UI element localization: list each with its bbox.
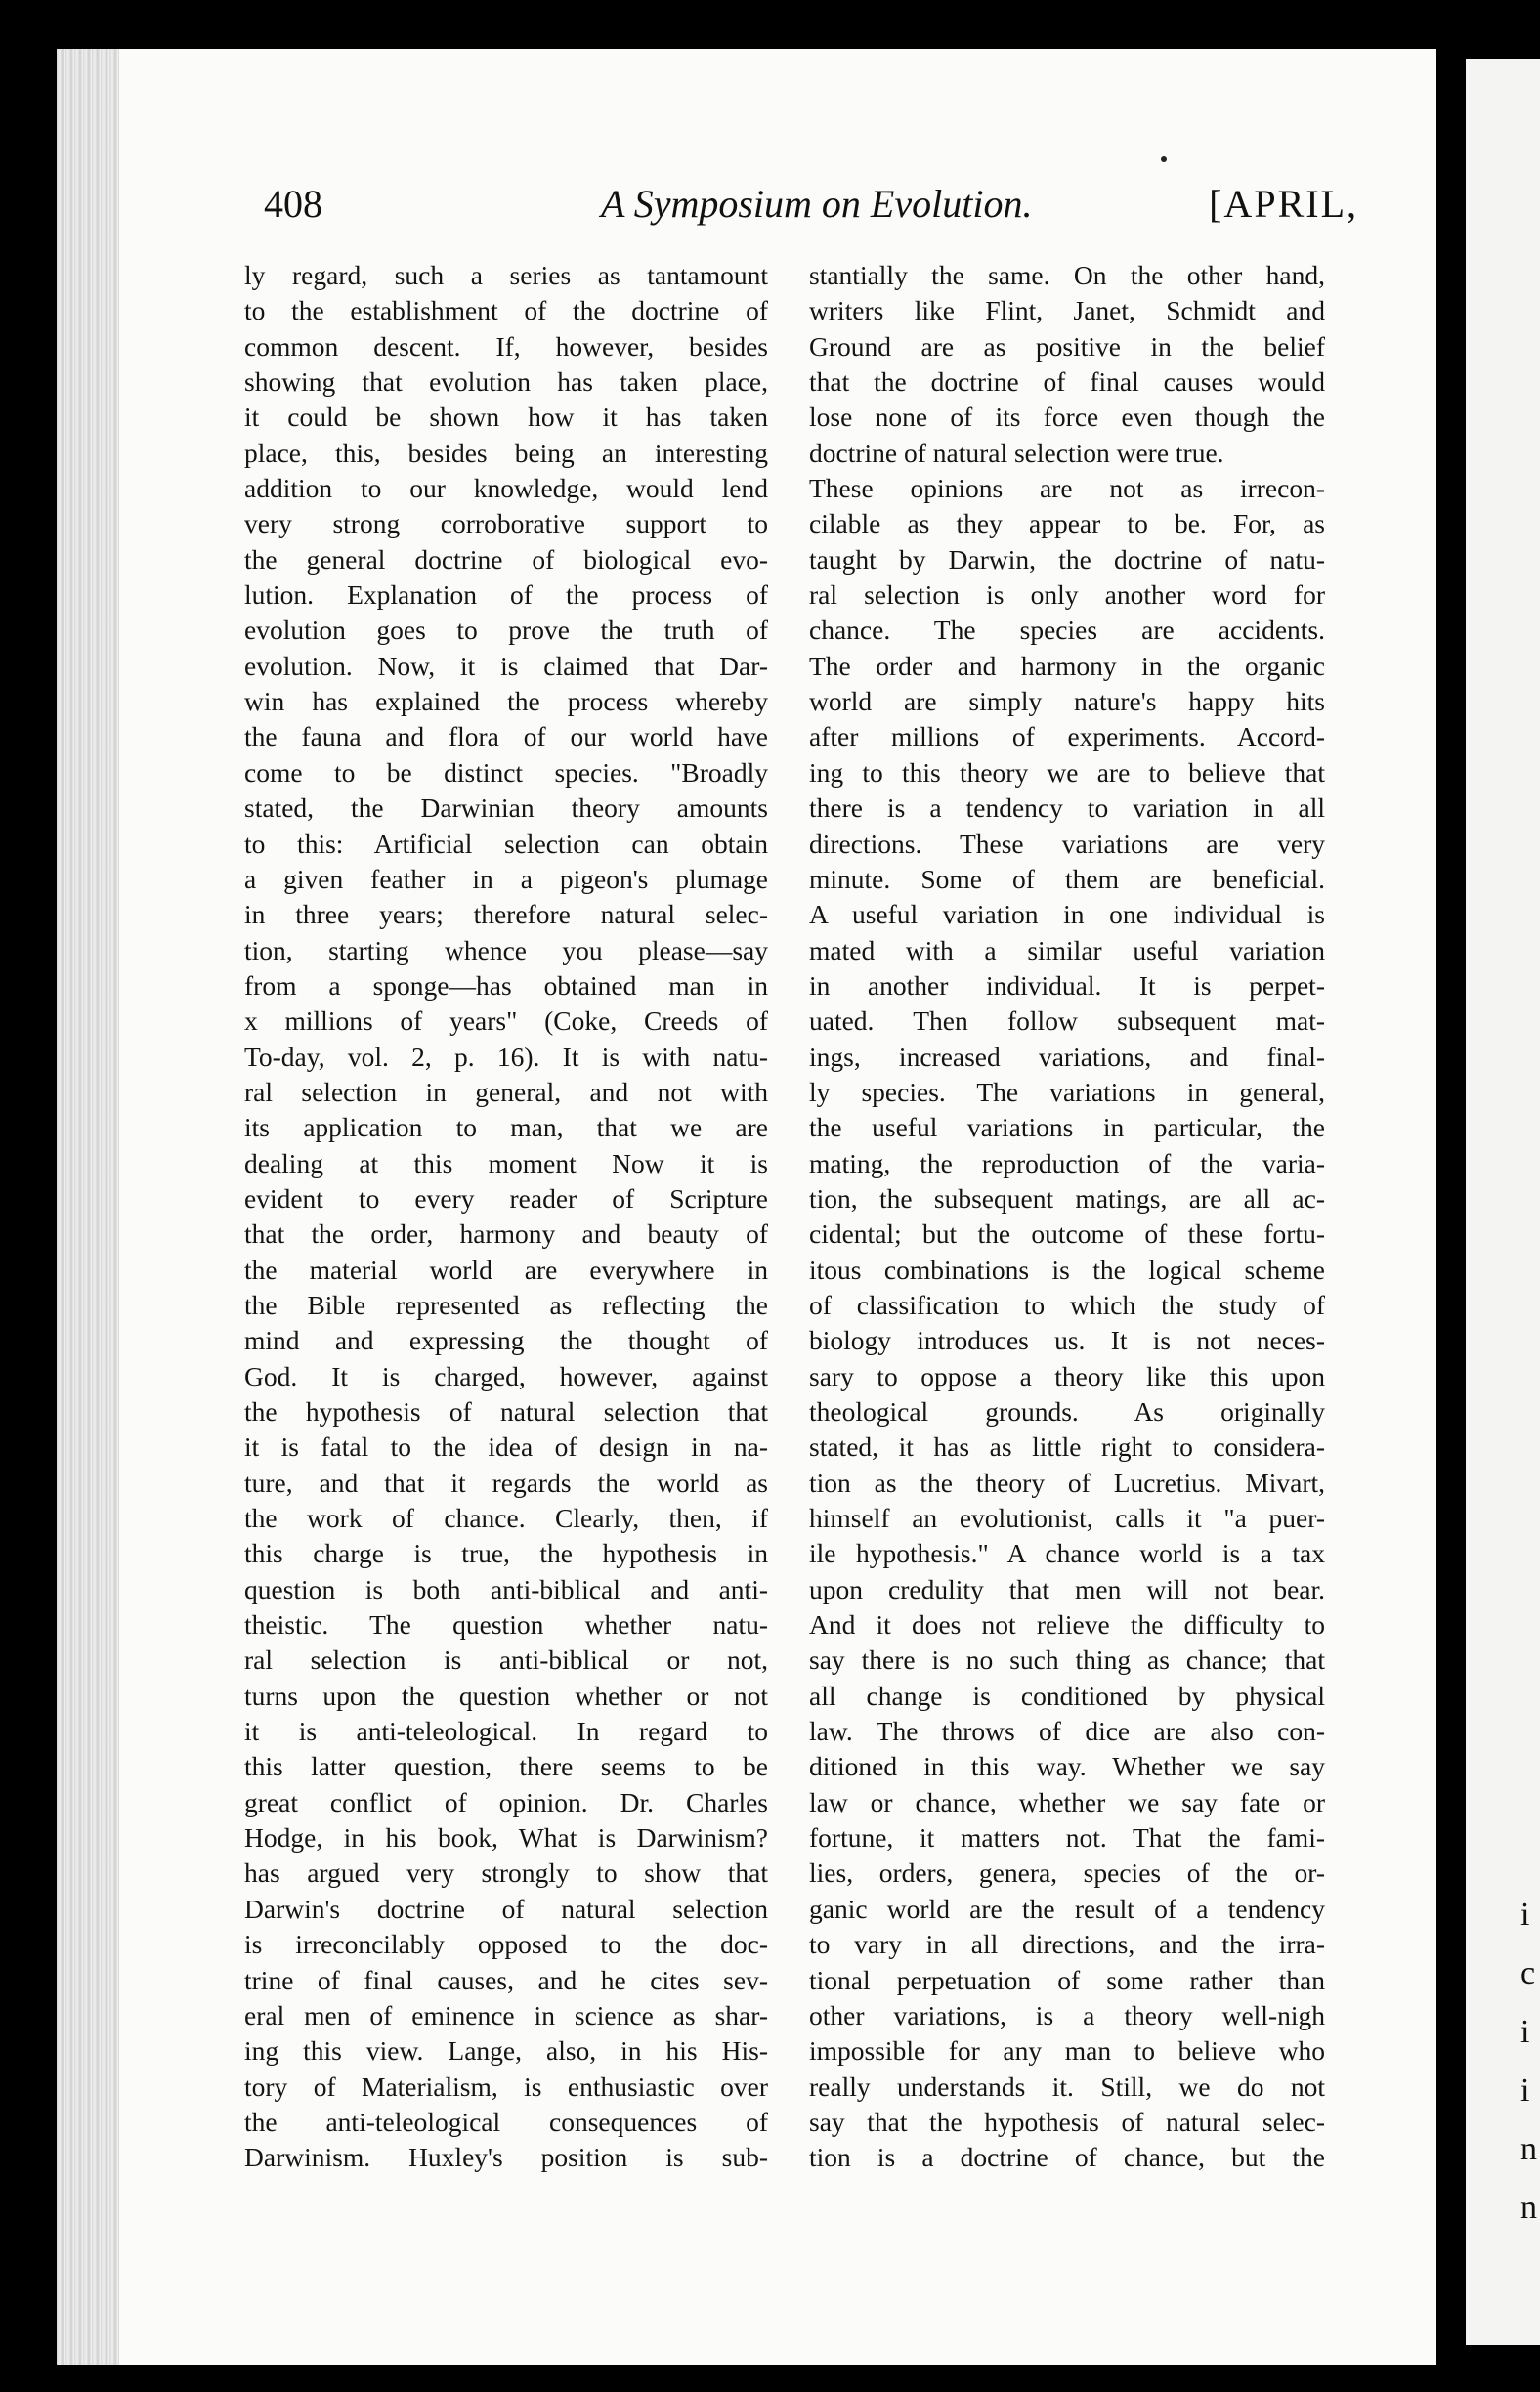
- text-line: very strong corroborative support to: [244, 508, 768, 539]
- text-line: other variations, is a theory well-nigh: [809, 1999, 1325, 2030]
- text-line: place, this, besides being an interesting: [244, 437, 768, 468]
- text-line: that the order, harmony and beauty of: [244, 1218, 768, 1250]
- text-line: tion as the theory of Lucretius. Mivart,: [809, 1467, 1325, 1498]
- text-line: the work of chance. Clearly, then, if: [244, 1503, 768, 1534]
- text-line: say that the hypothesis of natural selec-: [809, 2106, 1325, 2137]
- text-line: world are simply nature's happy hits: [809, 686, 1325, 717]
- text-line: great conflict of opinion. Dr. Charles: [244, 1786, 768, 1817]
- text-line: evident to every reader of Scripture: [244, 1182, 768, 1214]
- text-line: cidental; but the outcome of these fortu-: [809, 1218, 1325, 1250]
- text-line: To-day, vol. 2, p. 16). It is with natu-: [244, 1041, 768, 1072]
- text-line: taught by Darwin, the doctrine of natu-: [809, 543, 1325, 575]
- text-line: question is both anti-biblical and anti-: [244, 1573, 768, 1604]
- margin-fragment: c: [1520, 1955, 1536, 1991]
- text-line: ile hypothesis." A chance world is a tax: [809, 1538, 1325, 1569]
- text-line: theistic. The question whether natu-: [244, 1609, 768, 1641]
- text-line: its application to man, that we are: [244, 1112, 768, 1143]
- text-line: lution. Explanation of the process of: [244, 579, 768, 611]
- text-line: evolution. Now, it is claimed that Dar-: [244, 650, 768, 681]
- text-line: minute. Some of them are beneficial.: [809, 863, 1325, 894]
- text-line: mind and expressing the thought of: [244, 1325, 768, 1356]
- text-line: sary to oppose a theory like this upon: [809, 1360, 1325, 1391]
- text-line: has argued very strongly to show that: [244, 1858, 768, 1889]
- text-line: theological grounds. As originally: [809, 1396, 1325, 1427]
- ink-speck: [1161, 156, 1167, 162]
- text-line: from a sponge—has obtained man in: [244, 969, 768, 1001]
- text-line: Ground are as positive in the belief: [809, 330, 1325, 362]
- text-line: to the establishment of the doctrine of: [244, 295, 768, 326]
- text-line: ganic world are the result of a tendency: [809, 1893, 1325, 1924]
- text-line: to vary in all directions, and the irra-: [809, 1929, 1325, 1960]
- text-line: A useful variation in one individual is: [809, 899, 1325, 930]
- text-line: tory of Materialism, is enthusiastic over: [244, 2071, 768, 2102]
- text-line: the general doctrine of biological evo-: [244, 543, 768, 575]
- text-line: Darwinism. Huxley's position is sub-: [244, 2142, 768, 2173]
- text-line: addition to our knowledge, would lend: [244, 473, 768, 504]
- text-line: ing this view. Lange, also, in his His-: [244, 2035, 768, 2067]
- text-line: chance. The species are accidents.: [809, 615, 1325, 646]
- adjacent-page-fragments: [1520, 1886, 1537, 2238]
- margin-fragment: i: [1520, 2014, 1530, 2050]
- text-line: ral selection in general, and not with: [244, 1076, 768, 1107]
- text-line: to this: Artificial selection can obtain: [244, 828, 768, 859]
- text-line: Darwin's doctrine of natural selection: [244, 1893, 768, 1924]
- text-line: is irreconcilably opposed to the doc-: [244, 1929, 768, 1960]
- text-line: evolution goes to prove the truth of: [244, 615, 768, 646]
- text-line: impossible for any man to believe who: [809, 2035, 1325, 2067]
- text-line: uated. Then follow subsequent mat-: [809, 1005, 1325, 1037]
- text-line: tion is a doctrine of chance, but the: [809, 2142, 1325, 2173]
- text-line: there is a tendency to variation in all: [809, 792, 1325, 824]
- text-line: God. It is charged, however, against: [244, 1360, 768, 1391]
- text-line: tion, the subsequent matings, are all ac-: [809, 1182, 1325, 1214]
- text-line: lies, orders, genera, species of the or-: [809, 1858, 1325, 1889]
- text-line: himself an evolutionist, calls it "a puer-: [809, 1503, 1325, 1534]
- text-line: showing that evolution has taken place,: [244, 366, 768, 398]
- text-line: stated, the Darwinian theory amounts: [244, 792, 768, 824]
- text-line: the hypothesis of natural selection that: [244, 1396, 768, 1427]
- text-line: Hodge, in his book, What is Darwinism?: [244, 1822, 768, 1854]
- text-line: dealing at this moment Now it is: [244, 1147, 768, 1178]
- text-line: doctrine of natural selection were true.: [809, 437, 1224, 468]
- text-line: of classification to which the study of: [809, 1289, 1325, 1320]
- running-head: [264, 181, 1358, 239]
- text-line: this charge is true, the hypothesis in: [244, 1538, 768, 1569]
- text-line: turns upon the question whether or not: [244, 1680, 768, 1711]
- text-line: ing to this theory we are to believe that: [809, 756, 1325, 788]
- margin-fragment: i: [1520, 2072, 1530, 2109]
- text-line: it is anti-teleological. In regard to: [244, 1716, 768, 1747]
- text-line: And it does not relieve the difficulty to: [809, 1609, 1325, 1641]
- text-line: mated with a similar useful variation: [809, 934, 1325, 965]
- page-edge: [57, 49, 119, 2365]
- text-line: cilable as they appear to be. For, as: [809, 508, 1325, 539]
- text-line: ture, and that it regards the world as: [244, 1467, 768, 1498]
- running-title: A Symposium on Evolution.: [601, 182, 1033, 226]
- running-month: [APRIL,: [1209, 182, 1358, 226]
- text-line: in another individual. It is perpet-: [809, 969, 1325, 1001]
- margin-fragment: n: [1520, 2190, 1537, 2226]
- text-line: ly regard, such a series as tantamount: [244, 260, 768, 290]
- text-line: lose none of its force even though the: [809, 402, 1325, 433]
- text-line: win has explained the process whereby: [244, 686, 768, 717]
- text-line: writers like Flint, Janet, Schmidt and: [809, 295, 1325, 326]
- text-line: the useful variations in particular, the: [809, 1112, 1325, 1143]
- text-line: that the doctrine of final causes would: [809, 366, 1325, 398]
- text-line: the fauna and flora of our world have: [244, 721, 768, 752]
- left-column: [244, 258, 768, 2176]
- text-line: tional perpetuation of some rather than: [809, 1964, 1325, 1995]
- text-line: it is fatal to the idea of design in na-: [244, 1431, 768, 1463]
- text-line: all change is conditioned by physical: [809, 1680, 1325, 1711]
- text-line: eral men of eminence in science as shar-: [244, 1999, 768, 2030]
- text-line: stated, it has as little right to considera-: [809, 1431, 1325, 1463]
- text-line: ditioned in this way. Whether we say: [809, 1751, 1325, 1782]
- text-line: ly species. The variations in general,: [809, 1076, 1325, 1107]
- text-line: fortune, it matters not. That the fami-: [809, 1822, 1325, 1854]
- text-line: ings, increased variations, and final-: [809, 1041, 1325, 1072]
- text-line: ral selection is anti-biblical or not,: [244, 1644, 768, 1676]
- text-line: stantially the same. On the other hand,: [809, 260, 1325, 290]
- text-line: These opinions are not as irrecon-: [809, 473, 1325, 504]
- margin-fragment: n: [1520, 2131, 1537, 2167]
- text-line: The order and harmony in the organic: [809, 650, 1325, 681]
- right-column: [809, 258, 1325, 2176]
- text-line: come to be distinct species. "Broadly: [244, 756, 768, 788]
- text-line: say there is no such thing as chance; that: [809, 1644, 1325, 1676]
- text-line: it could be shown how it has taken: [244, 402, 768, 433]
- text-line: biology introduces us. It is not neces-: [809, 1325, 1325, 1356]
- text-line: mating, the reproduction of the varia-: [809, 1147, 1325, 1178]
- text-line: the Bible represented as reflecting the: [244, 1289, 768, 1320]
- text-line: law or chance, whether we say fate or: [809, 1786, 1325, 1817]
- text-line: upon credulity that men will not bear.: [809, 1573, 1325, 1604]
- text-line: trine of final causes, and he cites sev-: [244, 1964, 768, 1995]
- page-number: 408: [264, 182, 322, 226]
- text-line: really understands it. Still, we do not: [809, 2071, 1325, 2102]
- text-line: directions. These variations are very: [809, 828, 1325, 859]
- text-line: itous combinations is the logical scheme: [809, 1254, 1325, 1285]
- text-line: after millions of experiments. Accord-: [809, 721, 1325, 752]
- text-line: common descent. If, however, besides: [244, 330, 768, 362]
- text-line: in three years; therefore natural selec-: [244, 899, 768, 930]
- text-line: this latter question, there seems to be: [244, 1751, 768, 1782]
- text-line: ral selection is only another word for: [809, 579, 1325, 611]
- text-line: the anti-teleological consequences of: [244, 2106, 768, 2137]
- text-line: tion, starting whence you please—say: [244, 934, 768, 965]
- text-line: the material world are everywhere in: [244, 1254, 768, 1285]
- text-line: law. The throws of dice are also con-: [809, 1716, 1325, 1747]
- margin-fragment: i: [1520, 1897, 1530, 1933]
- text-line: a given feather in a pigeon's plumage: [244, 863, 768, 894]
- text-line: x millions of years" (Coke, Creeds of: [244, 1005, 768, 1037]
